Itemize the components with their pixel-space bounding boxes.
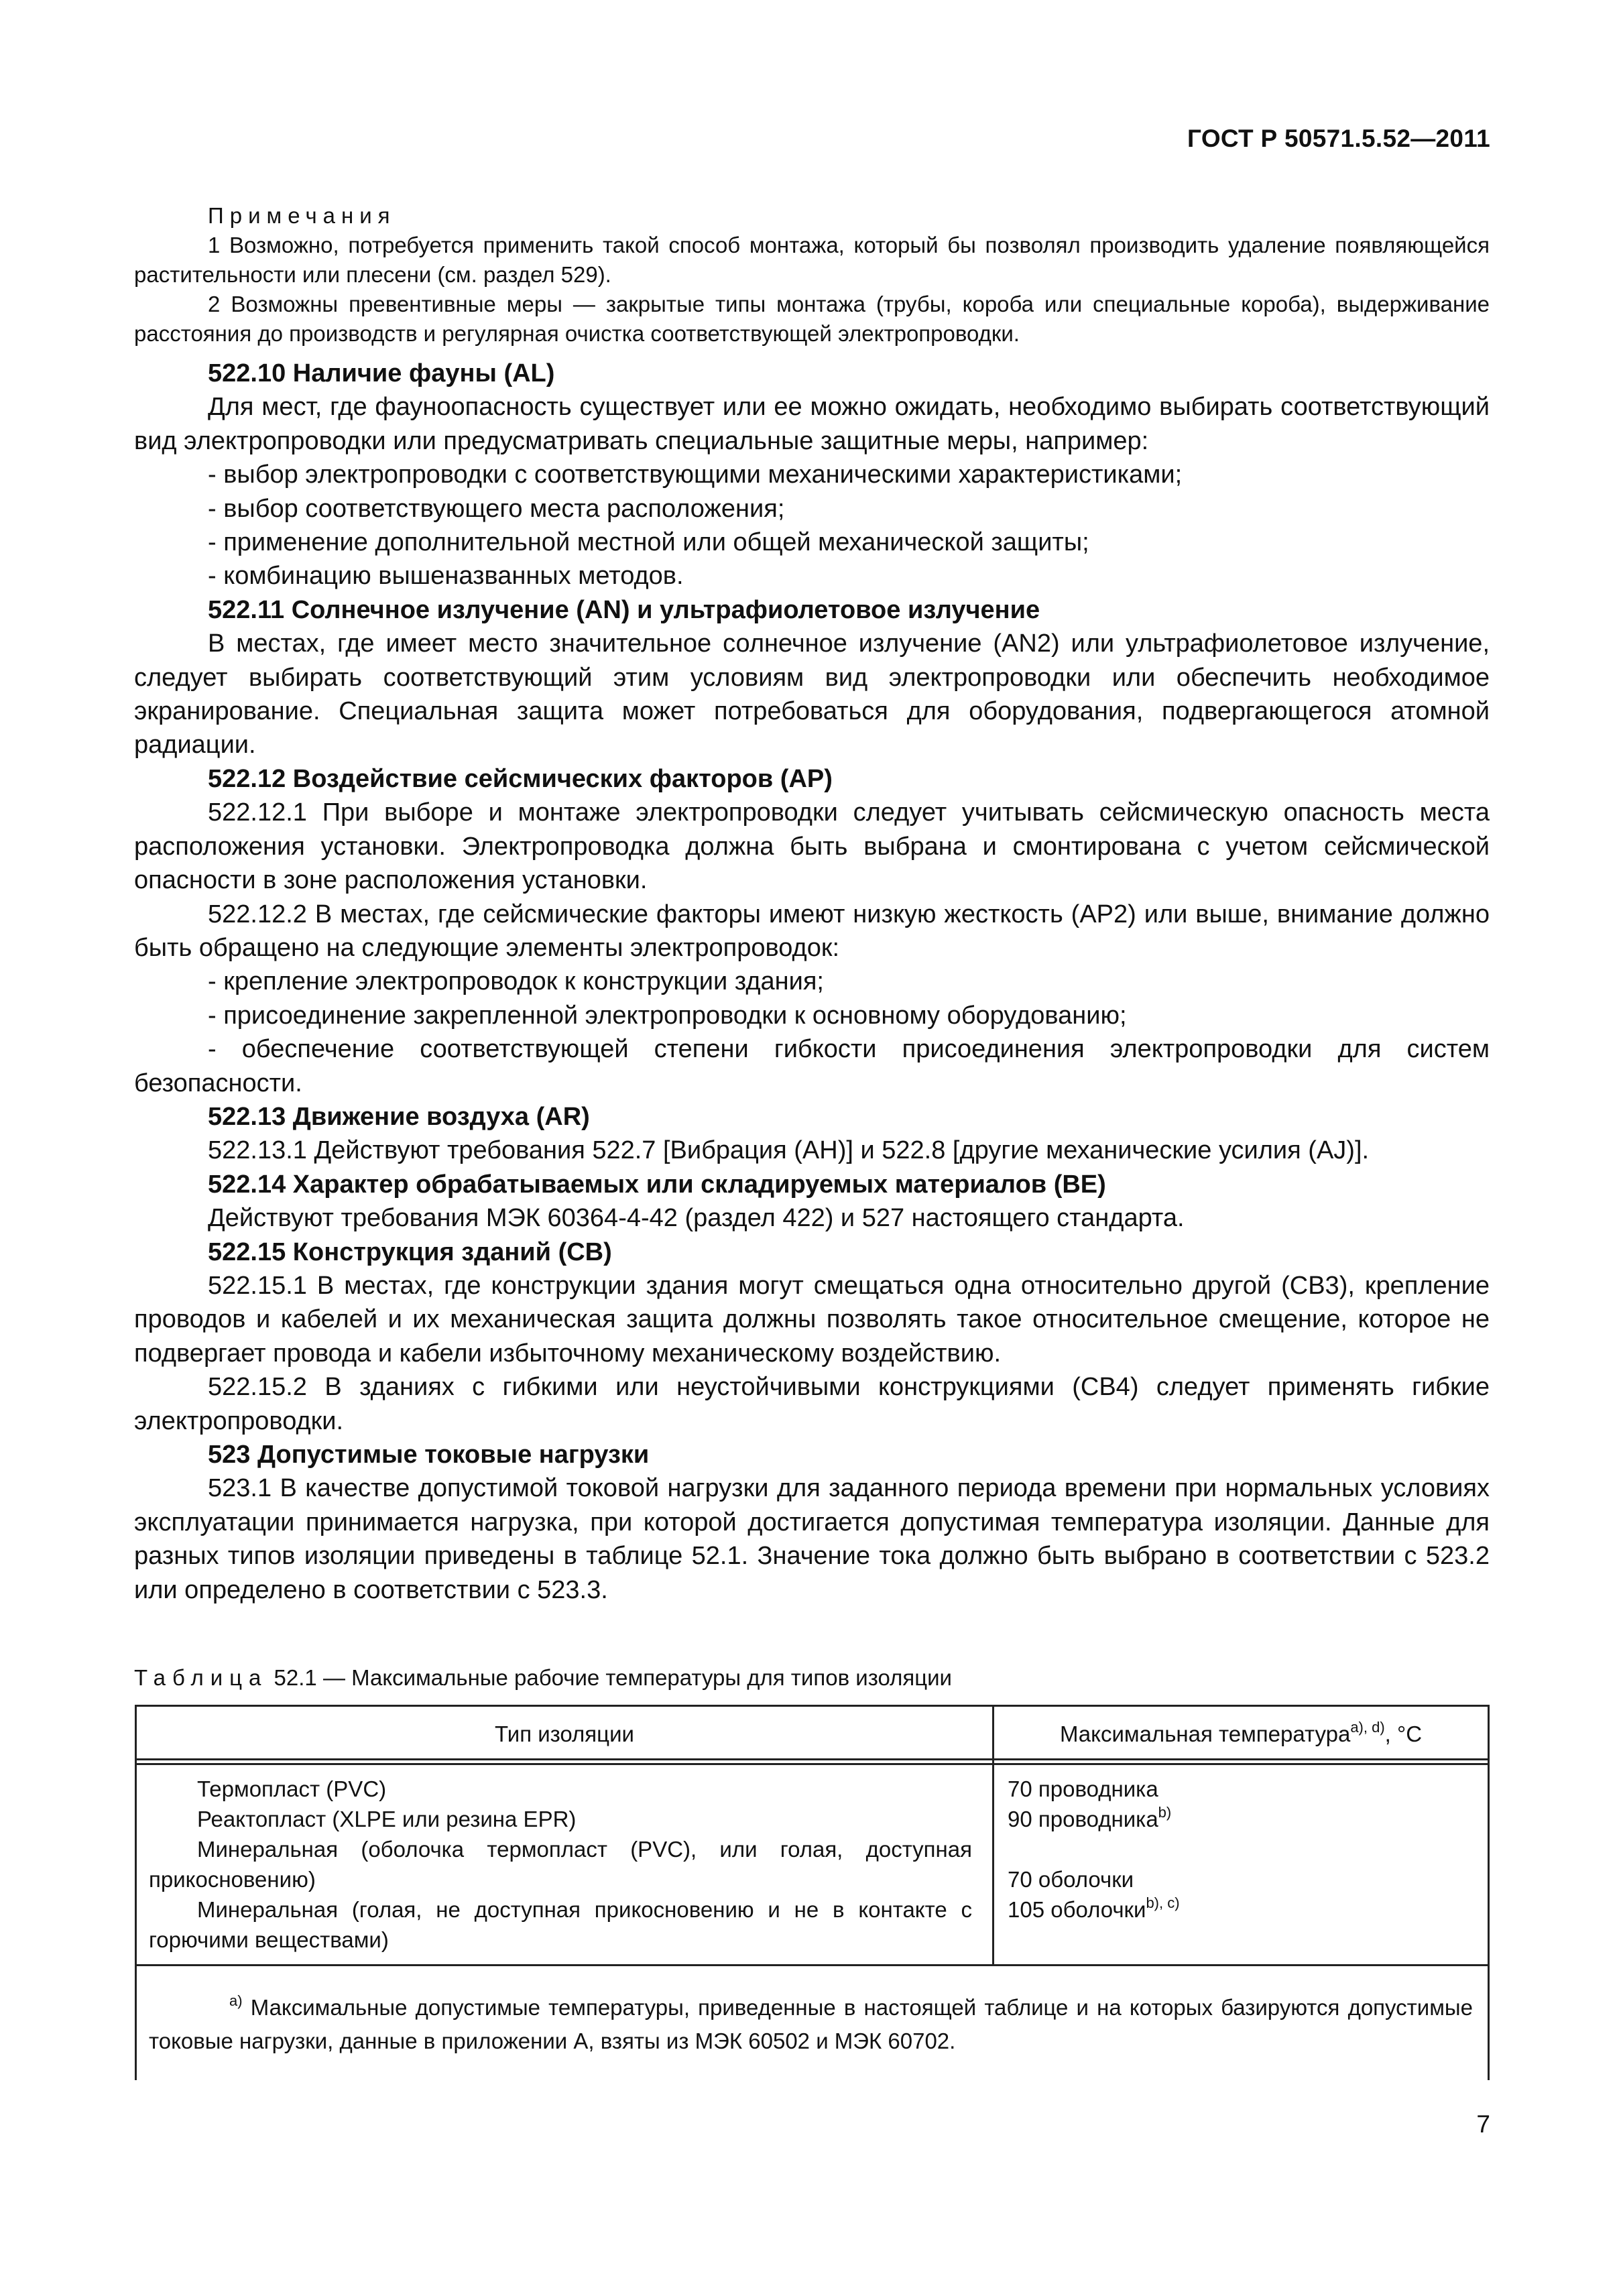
table-row-temp [1008, 1774, 1180, 1804]
section-heading: 523 Допустимые токовые нагрузки [208, 1441, 650, 1469]
list-item: - крепление электропроводок к конструкции здания; [208, 967, 824, 996]
list-item: - применение дополнительной местной или общей механической защиты; [208, 528, 1089, 557]
table-divider [137, 1964, 1488, 1966]
section-heading: 522.14 Характер обрабатываемых или складируемых материалов (BE) [208, 1170, 1106, 1199]
table-row-type: Реактопласт (XLPE или резина EPR) [197, 1807, 577, 1831]
section-heading: 522.12 Воздействие сейсмических факторов (AP) [208, 764, 833, 793]
paragraph: 522.13.1 Действуют требования 522.7 [Вибрация (AH)] и 522.8 [другие механические усилия (AJ)]. [208, 1136, 1370, 1165]
table-row-type: Минеральная (оболочка термопласт (PVC), или голая, доступная прикосновению) [149, 1837, 972, 1892]
table-row-temp [1008, 1864, 1180, 1894]
table-footnote [149, 1991, 1473, 2058]
table-header-max-temperature [994, 1721, 1488, 1747]
section-heading: 522.11 Солнечное излучение (AN) и ультрафиолетовое излучение [208, 595, 1040, 624]
table-row-type: Термопласт (PVC) [197, 1776, 387, 1801]
temp-value: 70 проводника [1008, 1776, 1158, 1801]
standard-code: ГОСТ Р 50571.5.52—2011 [1187, 125, 1490, 152]
temp-value: 70 оболочки [1008, 1867, 1134, 1892]
insulation-temperature-table [135, 1705, 1490, 2080]
list-item: - выбор соответствующего места расположения; [208, 494, 785, 523]
paragraph: 523.1 В качестве допустимой токовой нагрузки для заданного периода времени при нормальных условиях эксплуатации принимается нагрузка, при которой достигается допустимая температура изоляции. Данные для разных типов изоляции приведены в таблице 52.1. Значение тока должно быть выбрано в соответствии с 523.2 или определено в соответствии с 523.3. [134, 1474, 1490, 1604]
page-number: 7 [1476, 2110, 1490, 2138]
paragraph: 522.15.1 В местах, где конструкции здания могут смещаться одна относительно другой (CB3), крепление проводов и кабелей и их механическая защита должны позволять такое относительное смещение, которое не подвергает провода и кабели избыточному механическому воздействию. [134, 1271, 1490, 1368]
footnote-ref: b), c) [1146, 1894, 1180, 1911]
paragraph: 522.12.2 В местах, где сейсмические факторы имеют низкую жесткость (AP2) или выше, внимание должно быть обращено на следующие элементы электропроводок: [134, 900, 1490, 962]
footnote-mark: a) [229, 1992, 243, 2009]
table-row-type: Минеральная (голая, не доступная прикосновению и не в контакте с горючими веществами) [149, 1897, 972, 1952]
list-item: - комбинацию вышеназванных методов. [208, 562, 684, 591]
temp-value: 90 проводника [1008, 1807, 1158, 1831]
table-divider [137, 1758, 1488, 1760]
insulation-type-cell [149, 1774, 972, 1955]
temp-value: 105 оболочки [1008, 1897, 1146, 1922]
table-caption-text: 52.1 — Максимальные рабочие температуры для типов изоляции [267, 1665, 952, 1690]
footnote-text: Максимальные допустимые температуры, приведенные в настоящей таблице и на которых базируются допустимые токовые нагрузки, данные в приложении А, взяты из МЭК 60502 и МЭК 60702. [149, 1995, 1473, 2053]
table-header-label: Максимальная температура [1059, 1721, 1351, 1746]
section-heading: 522.10 Наличие фауны (AL) [208, 359, 555, 387]
table-column-divider [992, 1707, 994, 1964]
document-body [134, 201, 1490, 1607]
table-divider [137, 1763, 1488, 1765]
paragraph: Действуют требования МЭК 60364-4-42 (раздел 422) и 527 настоящего стандарта. [208, 1204, 1185, 1233]
note-item: 2 Возможны превентивные меры — закрытые типы монтажа (трубы, короба или специальные короба), выдерживание расстояния до производств и регулярная очистка соответствующей электропроводки. [134, 292, 1490, 346]
table-row-temp [1008, 1894, 1180, 1925]
table-header-unit: , °C [1384, 1721, 1423, 1746]
table-row-spacer [1008, 1834, 1180, 1864]
section-heading: 522.15 Конструкция зданий (CB) [208, 1237, 612, 1266]
paragraph: Для мест, где фауноопасность существует или ее можно ожидать, необходимо выбирать соответствующий вид электропроводки или предусматривать специальные защитные меры, например: [134, 393, 1490, 455]
list-item: - присоединение закрепленной электропроводки к основному оборудованию; [208, 1001, 1127, 1030]
list-item: - выбор электропроводки с соответствующими механическими характеристиками; [208, 461, 1183, 489]
notes-heading: Примечания [208, 203, 396, 228]
note-item: 1 Возможно, потребуется применить такой способ монтажа, который бы позволял производить удаление появляющейся растительности или плесени (см. раздел 529). [134, 233, 1490, 287]
table-caption [134, 1665, 952, 1691]
list-item: - обеспечение соответствующей степени гибкости присоединения электропроводки для систем безопасности. [134, 1035, 1490, 1097]
paragraph: В местах, где имеет место значительное солнечное излучение (AN2) или ультрафиолетовое излучение, следует выбирать соответствующий этим условиям вид электропроводки или обеспечить необходимое экранирование. Специальная защита может потребоваться для оборудования, подвергающегося атомной радиации. [134, 629, 1490, 760]
table-row-temp [1008, 1804, 1180, 1834]
table-caption-label: Таблица [134, 1665, 268, 1690]
table-header-insulation-type: Тип изоляции [495, 1721, 634, 1746]
max-temperature-cell [1008, 1774, 1180, 1925]
footnote-ref: b) [1158, 1804, 1172, 1821]
paragraph: 522.15.2 В зданиях с гибкими или неустойчивыми конструкциями (CB4) следует применять гибкие электропроводки. [134, 1373, 1490, 1435]
section-heading: 522.13 Движение воздуха (AR) [208, 1102, 590, 1131]
footnote-ref: a), d) [1350, 1719, 1385, 1736]
paragraph: 522.12.1 При выборе и монтаже электропроводки следует учитывать сейсмическую опасность места расположения установки. Электропроводка должна быть выбрана и смонтирована с учетом сейсмической опасности в зоне расположения установки. [134, 798, 1490, 895]
